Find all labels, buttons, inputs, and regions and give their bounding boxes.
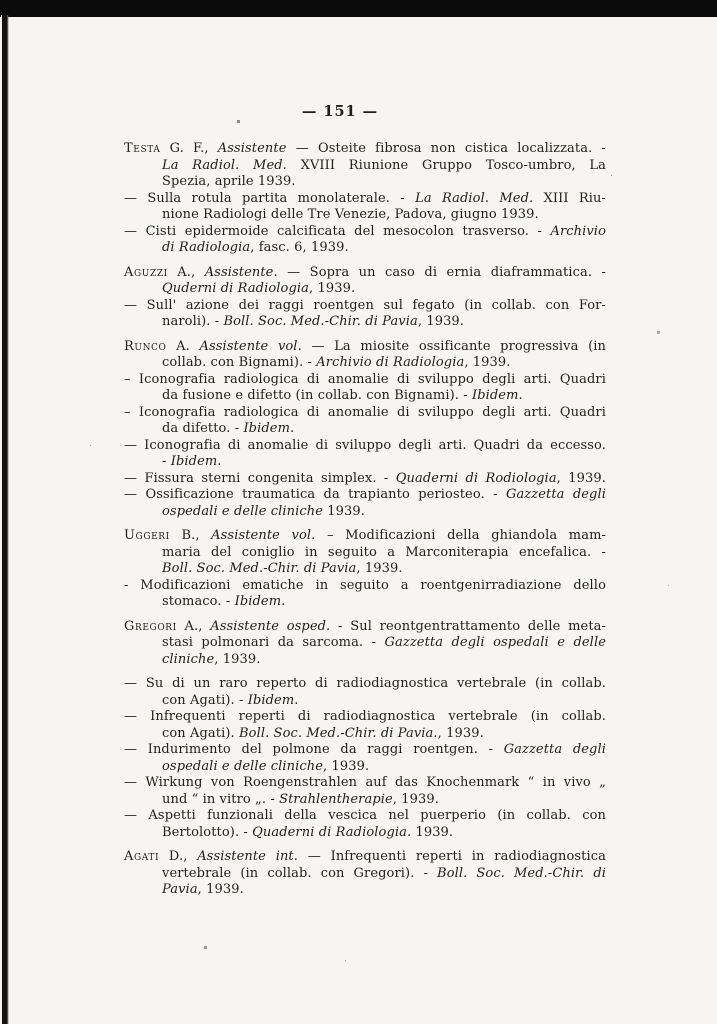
bibliography [124,141,606,899]
bib-line [124,652,606,669]
text-segment: — Iconografia di anomalie di sviluppo degli arti. Quadri da eccesso. [124,437,606,453]
text-segment: , 1939. [392,791,439,807]
text-segment: Ibidem [247,692,295,708]
text-segment: — Indurimento del polmone da raggi roentgen. - [124,742,504,757]
bib-line [124,676,606,693]
text-segment: nione Radiologi delle Tre Venezie, Padova, giugno 1939. [162,207,539,222]
text-segment: , 1939. [464,355,511,370]
text-segment: da difetto. - [162,421,244,436]
text-segment: Ibidem [243,421,290,436]
text-segment: — Sulla rotula partita monolaterale. - [124,190,416,206]
text-segment: , 1939. [197,882,244,897]
text-segment: A. [166,338,200,354]
author-name: Gregori [124,618,177,634]
text-segment: – Iconografia radiologica di anomalie di sviluppo degli arti. Quadri [124,371,606,387]
text-segment: Quaderni di Rodiologia [395,470,557,486]
text-segment: La Radiol. Med. [415,190,534,206]
text-segment: naroli). - [162,314,224,329]
author-name: Testa [124,141,161,156]
text-segment: XIII Riu- [533,190,606,206]
text-segment: , 1939. [323,758,370,774]
bib-line [124,726,606,743]
text-segment: - [162,454,171,469]
text-segment: — Su di un raro reperto di radiodiagnostica vertebrale (in collab. [124,676,606,691]
bib-line [124,355,606,372]
text-segment: da fusione e difetto (in collab. con Bignami). - [162,388,472,403]
text-segment: — Sopra un caso di ernia diaframmatica. - [277,264,606,280]
text-segment: con Agati). - [162,692,248,708]
scan-noise-specks [0,0,1,1]
bib-line [124,471,606,488]
bib-line [124,224,606,241]
bib-entry-runco [124,339,606,521]
bib-entry-agati [124,849,606,899]
text-segment: vertebrale (in collab. con Gregori). - [162,865,438,881]
text-segment: Pavia [162,882,198,897]
text-segment: , fasc. 6, 1939. [250,240,349,255]
text-segment: . 1939. [406,824,454,840]
scan-edge-top [0,0,717,17]
text-segment: — La miosite ossificante progressiva (in [301,338,607,354]
bib-line [124,438,606,455]
bib-line [124,561,606,578]
text-segment: , 1939. [309,281,356,296]
bib-line [124,545,606,562]
bib-line [124,808,606,825]
text-segment: Gazzetta degli [505,487,606,502]
text-segment: Boll. Soc. Med.-Chir. di Pavia [162,561,357,576]
text-segment: Quaderni di Radiologia [252,824,407,840]
text-segment: Gazzetta degli ospedali e delle [384,635,606,650]
text-segment: Archivio [550,223,606,239]
text-segment: Strahlentherapie [279,791,393,807]
bib-line [124,454,606,471]
text-segment: — Aspetti funzionali della vescica nel puerperio (in collab. con [124,808,606,823]
bib-line [124,421,606,438]
bib-line [124,339,606,356]
text-segment: XVIII Riunione Gruppo Tosco-umbro, La [286,157,606,173]
text-segment: — Wirkung von Roengenstrahlen auf das Knochenmark “ in vivo „ [124,775,606,790]
text-segment: , 1939. [417,314,465,329]
bib-line [124,619,606,636]
bib-line [124,578,606,595]
bib-entry-aguzzi [124,265,606,331]
text-segment: , 1939. [214,651,261,667]
author-name: Agati [124,849,160,864]
text-segment: stomaco. - [162,594,235,609]
bib-line [124,528,606,545]
bib-entry-testa [124,141,606,257]
text-segment: . [294,692,299,708]
bib-line [124,281,606,298]
text-segment: , 1939. [437,725,484,741]
text-segment: di Radiologia [162,240,251,255]
text-segment: . [518,388,523,403]
text-segment: B., [169,528,212,543]
text-segment: Boll. Soc. Med.-Chir. di Pavia. [239,725,438,741]
text-segment: Spezia, aprile 1939. [162,174,296,189]
text-segment: . [217,454,222,469]
bib-entry-uggeri [124,528,606,611]
bib-line [124,693,606,710]
text-segment: maria del coniglio in seguito a Marconiterapia encefalica. - [162,544,606,560]
text-segment: 1939. [323,503,365,519]
text-segment: — Infrequenti reperti di radiodiagnostica vertebrale (in collab. [124,709,606,724]
author-name: Aguzzi [124,264,168,280]
text-segment: con Agati). [162,725,239,741]
bib-entry-gregori [124,619,606,669]
text-segment: La Radiol. Med. [162,157,287,173]
text-segment: — Ossificazione traumatica da trapianto periosteo. - [124,487,506,502]
bib-line [124,742,606,759]
bib-line [124,825,606,842]
text-segment: A., [176,618,211,634]
text-segment: stasi polmonari da sarcoma. - [162,635,385,650]
text-segment: — Fissura sterni congenita simplex. - [124,470,396,486]
text-segment: Bertolotto). - [162,824,253,840]
text-segment: und “ in vitro „. - [162,791,280,807]
bib-line [124,882,606,899]
text-segment: D., [159,849,198,864]
bib-line [124,314,606,331]
text-segment: – Modificazioni della ghiandola mam- [315,528,606,543]
bib-line [124,504,606,521]
bib-line [124,759,606,776]
text-segment: — Osteite fibrosa non cistica localizzata. - [286,141,606,156]
bib-line [124,388,606,405]
bib-line [124,372,606,389]
text-segment: - Modificazioni ematiche in seguito a roentgenirradiazione dello [124,577,606,593]
bib-line [124,792,606,809]
text-segment: — Infrequenti reperti in radiodiagnostica [298,849,606,864]
text-segment: Assistente [217,141,287,156]
bib-line [124,487,606,504]
text-segment: ospedali e delle cliniche [162,503,323,519]
text-segment: Assistente vol. [199,338,302,354]
bib-line [124,594,606,611]
bib-line [124,158,606,175]
bib-line [124,635,606,652]
text-segment: Boll. Soc. Med.-Chir. di Pavia [223,314,418,329]
bib-line [124,298,606,315]
text-segment: – Iconografia radiologica di anomalie di sviluppo degli arti. Quadri [124,404,606,420]
bib-line [124,265,606,282]
text-segment: - Sul reontgentrattamento delle meta- [330,618,606,634]
bib-line [124,709,606,726]
text-segment: — Cisti epidermoide calcificata del mesocolon trasverso. - [124,223,551,239]
text-segment: , 1939. [556,470,606,486]
bib-line [124,849,606,866]
text-segment: Gazzetta degli [503,742,606,757]
text-segment: G. F., [160,141,218,156]
author-name: Runco [124,338,167,354]
text-segment: , 1939. [356,561,403,576]
text-segment: Assistente vol. [211,528,316,543]
bib-line [124,207,606,224]
bib-entry-gregori-items [124,676,606,841]
bib-line [124,866,606,883]
author-name: Uggeri [124,528,170,543]
text-segment: cliniche [162,651,215,667]
text-segment: Quderni di Radiologia [162,281,309,296]
text-segment: Ibidem [234,594,282,609]
text-segment: Archivio di Radiologia [316,355,465,370]
text-segment: ospedali e delle cliniche [162,758,323,774]
bib-line [124,141,606,158]
scan-edge-left [1,15,9,1024]
bib-line [124,405,606,422]
text-segment: collab. con Bignami). - [162,355,317,370]
text-segment: Ibidem [471,388,519,403]
text-segment: Assistente. [204,264,278,280]
page-number: — 151 — [301,103,379,120]
text-segment: Boll. Soc. Med.-Chir. di [437,865,607,881]
text-segment: — Sull' azione dei raggi roentgen sul fegato (in collab. con For- [124,297,606,313]
text-segment: . [281,594,286,609]
text-segment: Assistente int. [197,849,298,864]
text-segment: Assistente osped. [210,618,331,634]
text-segment: Ibidem [170,454,218,469]
bib-line [124,174,606,191]
text-segment: A., [167,264,205,280]
text-segment: . [290,421,295,436]
bib-line [124,191,606,208]
bib-line [124,240,606,257]
bib-line [124,775,606,792]
